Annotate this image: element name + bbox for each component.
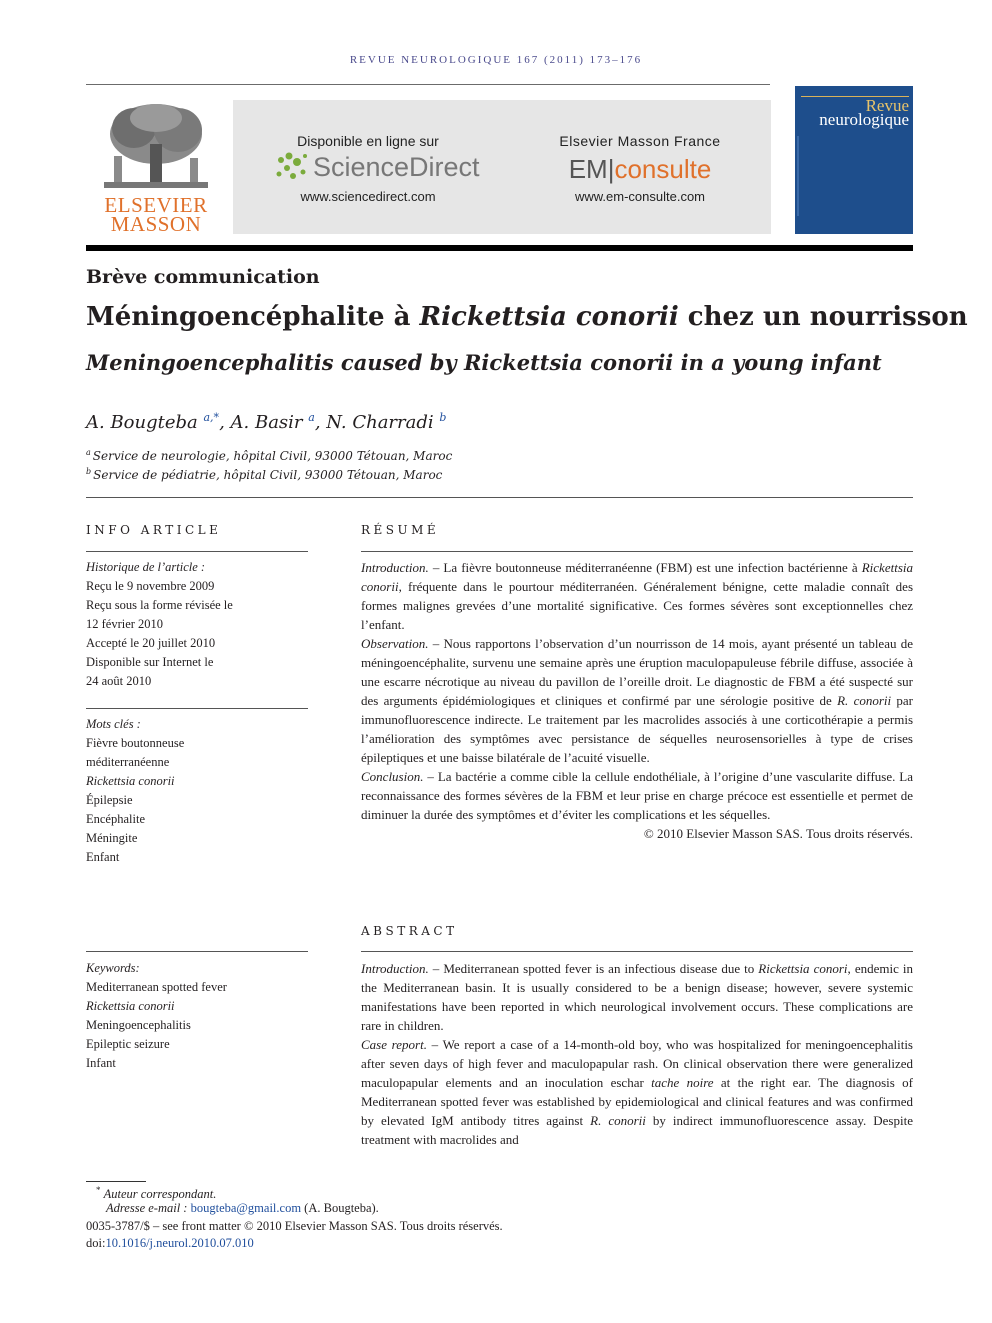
title-fr-italic: Rickettsia conorii — [419, 302, 679, 332]
info-article-heading: INFO ARTICLE — [86, 523, 222, 537]
resume-observation — [361, 634, 913, 767]
paragraph-label: Introduction. — [361, 560, 429, 575]
keyword: Encéphalite — [86, 812, 145, 826]
footnote-mark: * — [96, 1185, 101, 1195]
history-label: Historique de l’article : — [86, 560, 206, 574]
keyword: Méningite — [86, 831, 138, 845]
em-logo-part-a: EM — [568, 154, 608, 184]
paragraph-text: – La fièvre boutonneuse méditerranéenne (FBM) est une infection bactérienne à — [428, 560, 862, 575]
paragraph-text: , endemic in the Mediterranean basin. It is usually considered to be a benign disease; however, severe systemic manifestations have been reported in which neurological involvement occurs. These complications are rare in children. — [361, 961, 913, 1033]
keyword: Infant — [86, 1056, 116, 1070]
email-note — [106, 1201, 379, 1216]
publisher-name-line2: MASSON — [110, 212, 202, 236]
author-name: A. Bougteba — [86, 412, 198, 433]
paragraph-label: Observation. — [361, 636, 429, 651]
species-name: Rickettsia conorii — [361, 560, 913, 594]
keyword: Fièvre boutonneuse — [86, 736, 185, 750]
history-line: Accepté le 20 juillet 2010 — [86, 636, 216, 650]
info-rule — [86, 551, 308, 552]
history-line: Reçu le 9 novembre 2009 — [86, 579, 215, 593]
sciencedirect-caption: Disponible en ligne sur — [297, 133, 439, 149]
keyword: Rickettsia conorii — [86, 999, 175, 1013]
footnote-rule — [86, 1181, 146, 1182]
section-type: Brève communication — [86, 266, 320, 288]
title-french — [86, 302, 968, 332]
affiliation-text: Service de neurologie, hôpital Civil, 93000 Tétouan, Maroc — [92, 449, 453, 463]
email-link[interactable]: bougteba@gmail.com — [190, 1201, 302, 1215]
abstract-body — [361, 959, 913, 1149]
paragraph-text: – We report a case of a 14-month-old boy, who was hospitalized for meningoencephalitis after seven days of high fever and maculopapular rash. On clinical observation there were generalized maculopapular elements and an inoculation eschar — [361, 1037, 913, 1090]
paragraph-label: Introduction. — [361, 961, 429, 976]
doi-line — [86, 1236, 254, 1251]
author-separator: , — [219, 412, 225, 433]
affiliation-mark: b — [86, 467, 92, 476]
title-fr-part-a: Méningoencéphalite à — [86, 302, 420, 332]
journal-reference: REVUE NEUROLOGIQUE 167 (2011) 173–176 — [349, 54, 643, 66]
abstract-introduction — [361, 959, 913, 1035]
paragraph-text: par immunofluorescence indirecte. Le traitement par les macrolides associés à une corticothérapie a permis l’amélioration des symptômes avec persistance de séquelles neurosensorielles à type de crises épileptiques et une baisse bilatérale de l’acuité visuelle. — [361, 693, 914, 765]
author-name: N. Charradi — [326, 412, 434, 433]
affiliation-text: Service de pédiatrie, hôpital Civil, 93000 Tétouan, Maroc — [93, 468, 443, 482]
resume-body — [361, 558, 913, 843]
cover-title — [801, 96, 909, 127]
publisher-name-line1: ELSEVIER — [104, 193, 208, 217]
header-thick-rule — [86, 245, 913, 251]
keyword: Enfant — [86, 850, 120, 864]
em-consulte-url[interactable]: www.em-consulte.com — [574, 189, 706, 204]
paragraph-text: by indirect immunofluorescence assay. Despite treatment with macrolides and — [361, 1113, 913, 1147]
title-english: Meningoencephalitis caused by Rickettsia conorii in a young infant — [86, 350, 882, 375]
tree-emblem-icon — [94, 100, 218, 192]
paragraph-text: , fréquente dans le pourtour méditerranéen. Généralement bénigne, cette maladie connaît des formes malignes grevées d’une mortalité significative. Ces formes sévères sont exceptionnelles chez l’enfant. — [361, 579, 913, 632]
keywords-fr-rule — [86, 708, 308, 709]
title-fr-part-b: chez un nourrisson — [678, 302, 968, 332]
keyword: Epileptic seizure — [86, 1037, 170, 1051]
paragraph-label: Case report. — [361, 1037, 427, 1052]
doi-link[interactable]: 10.1016/j.neurol.2010.07.010 — [105, 1236, 254, 1250]
author-list — [86, 411, 446, 433]
paragraph-text: – Nous rapportons l’observation d’un nourrisson de 14 mois, ayant présenté un tableau de méningoencéphalite, survenu une semaine après une éruption maculopapuleuse fébrile diffuse, associée à une escarre nécrotique au niveau du pavillon de l’oreille droit. Le diagnostic de FBM a été suspecté sur des arguments épidémiologiques et cliniques et confirmé par une sérologie positive de — [361, 636, 913, 708]
affiliation-mark: a — [86, 448, 91, 457]
resume-copyright: © 2010 Elsevier Masson SAS. Tous droits réservés. — [643, 826, 913, 841]
paragraph-text: – Mediterranean spotted fever is an infectious disease due to — [428, 961, 759, 976]
species-name: R. conorii — [837, 693, 892, 708]
cover-stripe — [797, 136, 799, 216]
keywords-french — [86, 715, 308, 867]
resume-heading: RÉSUMÉ — [361, 523, 440, 537]
email-owner: (A. Bougteba). — [304, 1201, 379, 1215]
em-logo-part-b: consulte — [614, 154, 712, 184]
affiliation — [86, 467, 442, 482]
keyword: Meningoencephalitis — [86, 1018, 191, 1032]
journal-cover — [795, 86, 913, 234]
em-caption: Elsevier Masson France — [559, 133, 721, 149]
header-rule — [86, 84, 770, 85]
sciencedirect-wordmark: ScienceDirect — [313, 152, 480, 182]
author-separator: , — [314, 412, 321, 433]
history-line: Reçu sous la forme révisée le — [86, 598, 233, 612]
author-affiliation-mark[interactable]: b — [439, 411, 447, 424]
keywords-en-label: Keywords: — [86, 961, 140, 975]
keywords-fr-label: Mots clés : — [86, 717, 141, 731]
author-affiliation-mark[interactable]: a — [308, 411, 315, 424]
email-label: Adresse e-mail : — [106, 1201, 188, 1215]
species-name: Rickettsia conori — [758, 961, 848, 976]
article-history — [86, 558, 308, 691]
cover-title-line2: neurologique — [819, 110, 909, 129]
affiliation — [86, 448, 452, 463]
keyword: Épilepsie — [86, 793, 133, 807]
abstract-case-report — [361, 1035, 913, 1149]
em-logo-separator: | — [607, 154, 615, 184]
em-consulte-logo[interactable] — [500, 154, 780, 185]
abstract-heading: ABSTRACT — [361, 924, 458, 938]
issn-line: 0035-3787/$ – see front matter © 2010 Elsevier Masson SAS. Tous droits réservés. — [86, 1219, 503, 1233]
author-name: A. Basir — [230, 412, 303, 433]
paragraph-label: Conclusion. — [361, 769, 424, 784]
keyword: Rickettsia conorii — [86, 774, 175, 788]
sciencedirect-url[interactable]: www.sciencedirect.com — [300, 189, 436, 204]
history-line: 24 août 2010 — [86, 674, 152, 688]
resume-introduction — [361, 558, 913, 634]
corresponding-author-note — [96, 1185, 216, 1202]
corresponding-label: Auteur correspondant. — [103, 1187, 217, 1202]
keywords-english — [86, 959, 308, 1073]
title-block-rule — [86, 497, 913, 498]
elsevier-masson-logo — [94, 100, 218, 236]
history-line: 12 février 2010 — [86, 617, 164, 631]
italic-term: tache noire — [651, 1075, 714, 1090]
keywords-en-rule — [86, 951, 308, 952]
author-affiliation-mark[interactable]: a,* — [203, 411, 220, 424]
species-name: R. conorii — [590, 1113, 646, 1128]
sciencedirect-logo[interactable] — [275, 150, 505, 186]
doi-label: doi: — [86, 1236, 106, 1250]
keyword: Mediterranean spotted fever — [86, 980, 227, 994]
resume-rule — [361, 551, 913, 552]
paragraph-text: – La bactérie a comme cible la cellule endothéliale, à l’origine d’une vascularite diffuse. La reconnaissance des formes sévères de la FBM et leur prise en charge précoce est essentielle et permet de diminuer la durée des symptômes et d’éviter les complications et les séquelles. — [361, 769, 913, 822]
paragraph-text: at the right ear. The diagnosis of Mediterranean spotted fever was established by epidemiological and clinical features and was confirmed by elevated IgM antibody titres against — [361, 1075, 913, 1128]
keyword: méditerranéenne — [86, 755, 170, 769]
cover-title-line1: Revue — [801, 96, 909, 113]
abstract-rule — [361, 951, 913, 952]
history-line: Disponible sur Internet le — [86, 655, 214, 669]
resume-conclusion — [361, 767, 913, 824]
